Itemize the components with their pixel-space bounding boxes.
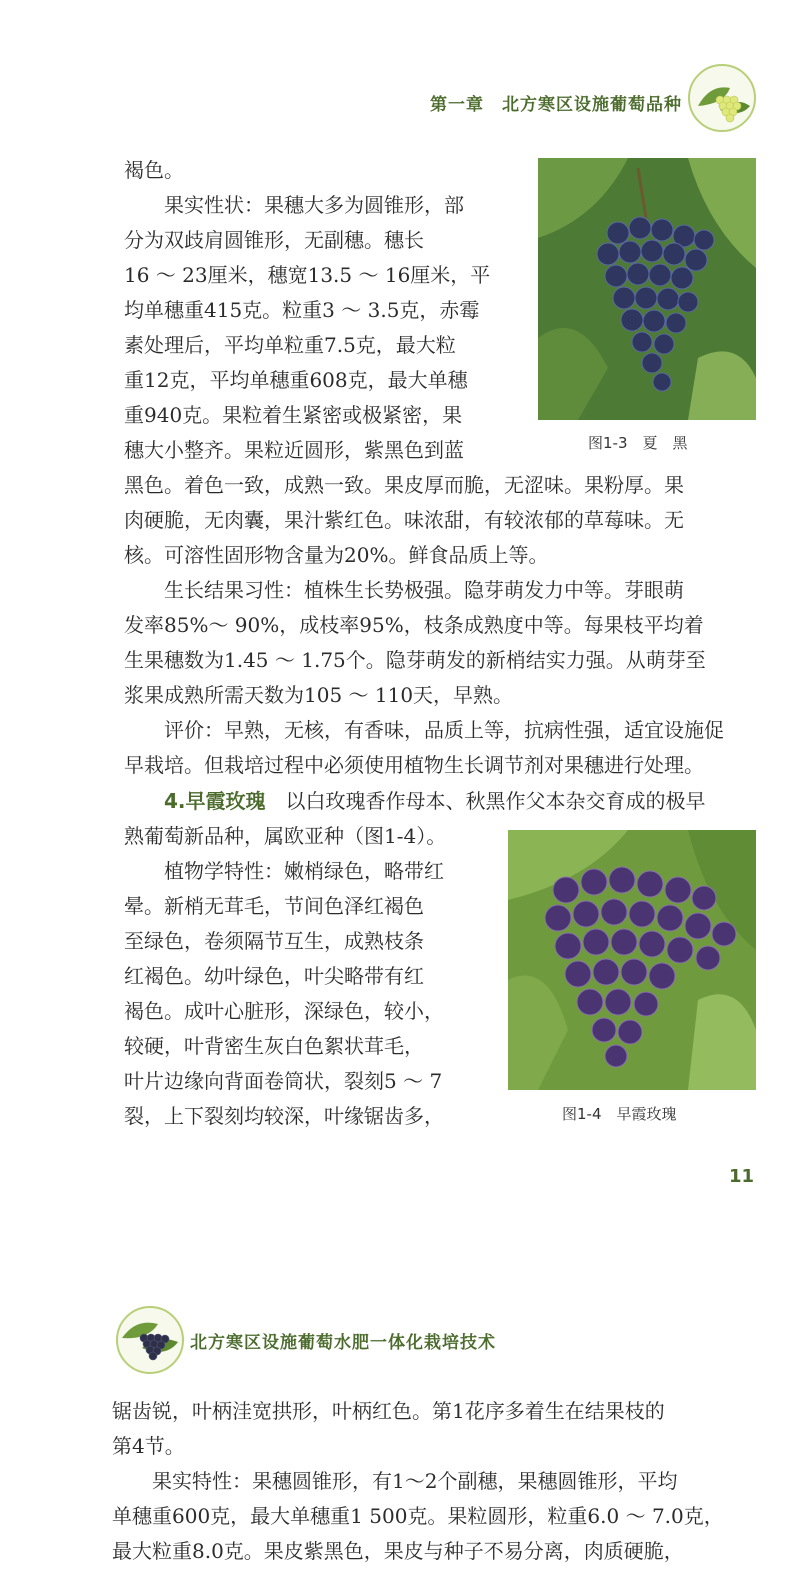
text-line: 浆果成熟所需天数为105 ～ 110天，早熟。 bbox=[124, 683, 514, 707]
text-line: 叶片边缘向背面卷筒状，裂刻5 ～ 7 bbox=[124, 1069, 443, 1093]
variety-intro: 以白玫瑰香作母本、秋黑作父本杂交育成的极早 bbox=[265, 789, 706, 813]
text-line: 较硬，叶背密生灰白色絮状茸毛， bbox=[124, 1034, 424, 1058]
text-line: 锯齿锐，叶柄洼宽拱形，叶柄红色。第1花序多着生在结果枝的 bbox=[112, 1399, 665, 1423]
text-line: 果实性状：果穗大多为圆锥形，部 bbox=[164, 193, 464, 217]
text-line: 分为双歧肩圆锥形，无副穗。穗长 bbox=[124, 228, 424, 252]
variety-heading: 4.早霞玫瑰 bbox=[164, 789, 266, 813]
text-line: 评价：早熟，无核，有香味，品质上等，抗病性强，适宜设施促 bbox=[164, 718, 724, 742]
grape-logo-icon bbox=[116, 1306, 184, 1374]
text-line: 早栽培。但栽培过程中必须使用植物生长调节剂对果穗进行处理。 bbox=[124, 753, 704, 777]
text-line: 至绿色，卷须隔节互生，成熟枝条 bbox=[124, 929, 424, 953]
figure-1-4-caption: 图1-4 早霞玫瑰 bbox=[562, 1105, 677, 1123]
chapter-title: 第一章 北方寒区设施葡萄品种 bbox=[430, 95, 682, 115]
text-line: 红褐色。幼叶绿色，叶尖略带有红 bbox=[124, 964, 424, 988]
text-line: 肉硬脆，无肉囊，果汁紫红色。味浓甜，有较浓郁的草莓味。无 bbox=[124, 508, 684, 532]
text-line: 褐色。成叶心脏形，深绿色，较小， bbox=[124, 999, 444, 1023]
page-header bbox=[0, 60, 800, 130]
text-line: 重940克。果粒着生紧密或极紧密，果 bbox=[124, 403, 463, 427]
text-line: 穗大小整齐。果粒近圆形，紫黑色到蓝 bbox=[124, 438, 464, 462]
text-line: 素处理后，平均单粒重7.5克，最大粒 bbox=[124, 333, 456, 357]
figure-1-3-photo bbox=[538, 158, 756, 420]
text-line: 植物学特性：嫩梢绿色，略带红 bbox=[164, 859, 444, 883]
variety-heading-line bbox=[164, 784, 706, 819]
book-title-header: 北方寒区设施葡萄水肥一体化栽培技术 bbox=[190, 1333, 496, 1353]
grape-logo-icon bbox=[688, 64, 756, 132]
text-line: 16 ～ 23厘米，穗宽13.5 ～ 16厘米，平 bbox=[124, 263, 491, 287]
text-line: 晕。新梢无茸毛，节间色泽红褐色 bbox=[124, 894, 424, 918]
text-line: 黑色。着色一致，成熟一致。果皮厚而脆，无涩味。果粉厚。果 bbox=[124, 473, 684, 497]
text-line: 裂，上下裂刻均较深，叶缘锯齿多， bbox=[124, 1104, 444, 1128]
text-line: 生果穗数为1.45 ～ 1.75个。隐芽萌发的新梢结实力强。从萌芽至 bbox=[124, 648, 706, 672]
text-line: 第4节。 bbox=[112, 1434, 185, 1458]
figure-1-4-photo bbox=[508, 830, 756, 1090]
text-line: 均单穗重415克。粒重3 ～ 3.5克，赤霉 bbox=[124, 298, 480, 322]
text-line: 生长结果习性：植株生长势极强。隐芽萌发力中等。芽眼萌 bbox=[164, 578, 684, 602]
text-line: 发率85%～ 90%，成枝率95%，枝条成熟度中等。每果枝平均着 bbox=[124, 613, 704, 637]
text-line: 核。可溶性固形物含量为20%。鲜食品质上等。 bbox=[124, 543, 549, 567]
text-line: 单穗重600克，最大单穗重1 500克。果粒圆形，粒重6.0 ～ 7.0克， bbox=[112, 1504, 724, 1528]
text-line: 重12克，平均单穗重608克，最大单穗 bbox=[124, 368, 468, 392]
text-line: 熟葡萄新品种，属欧亚种（图1-4）。 bbox=[124, 824, 447, 848]
text-line: 最大粒重8.0克。果皮紫黑色，果皮与种子不易分离，肉质硬脆， bbox=[112, 1539, 684, 1563]
figure-1-3-caption: 图1-3 夏 黑 bbox=[588, 434, 688, 452]
page-number: 11 bbox=[728, 1166, 754, 1187]
text-line: 褐色。 bbox=[124, 158, 184, 182]
text-line: 果实特性：果穗圆锥形，有1～2个副穗，果穗圆锥形，平均 bbox=[152, 1469, 678, 1493]
